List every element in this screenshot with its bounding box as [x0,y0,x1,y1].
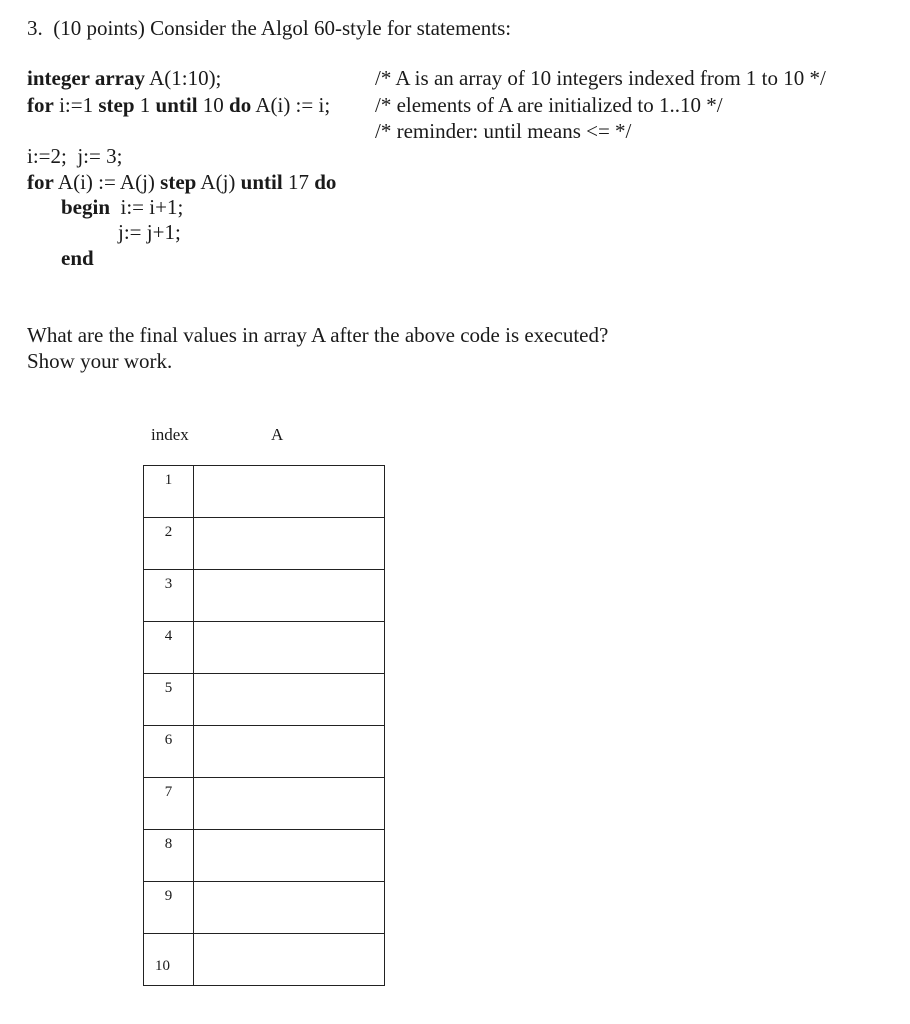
value-cell[interactable] [193,570,384,622]
table-row [144,570,385,622]
code-line-1 [27,66,221,91]
table-row [144,622,385,674]
index-cell: 5 [144,674,194,726]
table-row [144,934,385,986]
value-cell[interactable] [193,934,384,986]
value-header: A [271,425,284,444]
index-cell: 3 [144,570,194,622]
index-cell: 1 [144,466,194,518]
table-row [144,726,385,778]
prompt-line-2: Show your work. [27,349,173,373]
value-cell[interactable] [193,518,384,570]
keyword: step [160,170,197,194]
index-cell: 2 [144,518,194,570]
code-line-2 [27,93,330,118]
value-cell[interactable] [193,466,384,518]
keyword: do [229,93,252,117]
index-cell: 7 [144,778,194,830]
comment-3: /* reminder: until means <= */ [375,119,632,143]
keyword: until [240,170,283,194]
code-text: A(i) := A(j) [53,170,161,194]
keyword: step [98,93,135,117]
keyword: integer array [27,66,145,90]
keyword: begin [61,195,111,219]
keyword: until [155,93,198,117]
keyword: end [61,246,94,270]
comment-2: /* elements of A are initialized to 1..10 */ [375,93,723,117]
table-row [144,674,385,726]
table-row [144,466,385,518]
code-text: i:=1 [53,93,99,117]
table-row [144,882,385,934]
value-cell[interactable] [193,830,384,882]
value-cell[interactable] [193,622,384,674]
value-cell[interactable] [193,778,384,830]
value-cell[interactable] [193,674,384,726]
code-text: A(i) := i; [251,93,331,117]
keyword: for [27,93,54,117]
keyword: for [27,170,54,194]
table-row [144,778,385,830]
answer-table [143,465,385,986]
table-row [144,518,385,570]
prompt-line-1: What are the final values in array A after the above code is executed? [27,323,609,347]
index-header: index [151,425,189,444]
code-line-4 [27,170,336,195]
value-cell[interactable] [193,882,384,934]
keyword: do [314,170,337,194]
code-text: 17 [282,170,315,194]
index-cell: 10 [144,934,194,986]
index-cell: 6 [144,726,194,778]
code-line-6: j:= j+1; [118,220,181,244]
code-text: i:= i+1; [110,195,184,219]
value-cell[interactable] [193,726,384,778]
question-title: 3. (10 points) Consider the Algol 60-style for statements: [27,16,512,40]
code-text: 1 [134,93,156,117]
index-cell: 8 [144,830,194,882]
code-line-3: i:=2; j:= 3; [27,144,123,168]
comment-1: /* A is an array of 10 integers indexed from 1 to 10 */ [375,66,826,90]
code-line-7 [61,246,94,271]
code-text: A(j) [196,170,241,194]
code-line-5 [61,195,183,220]
index-cell: 4 [144,622,194,674]
table-row [144,830,385,882]
code-text: 10 [197,93,230,117]
index-cell: 9 [144,882,194,934]
code-text: A(1:10); [144,66,222,90]
